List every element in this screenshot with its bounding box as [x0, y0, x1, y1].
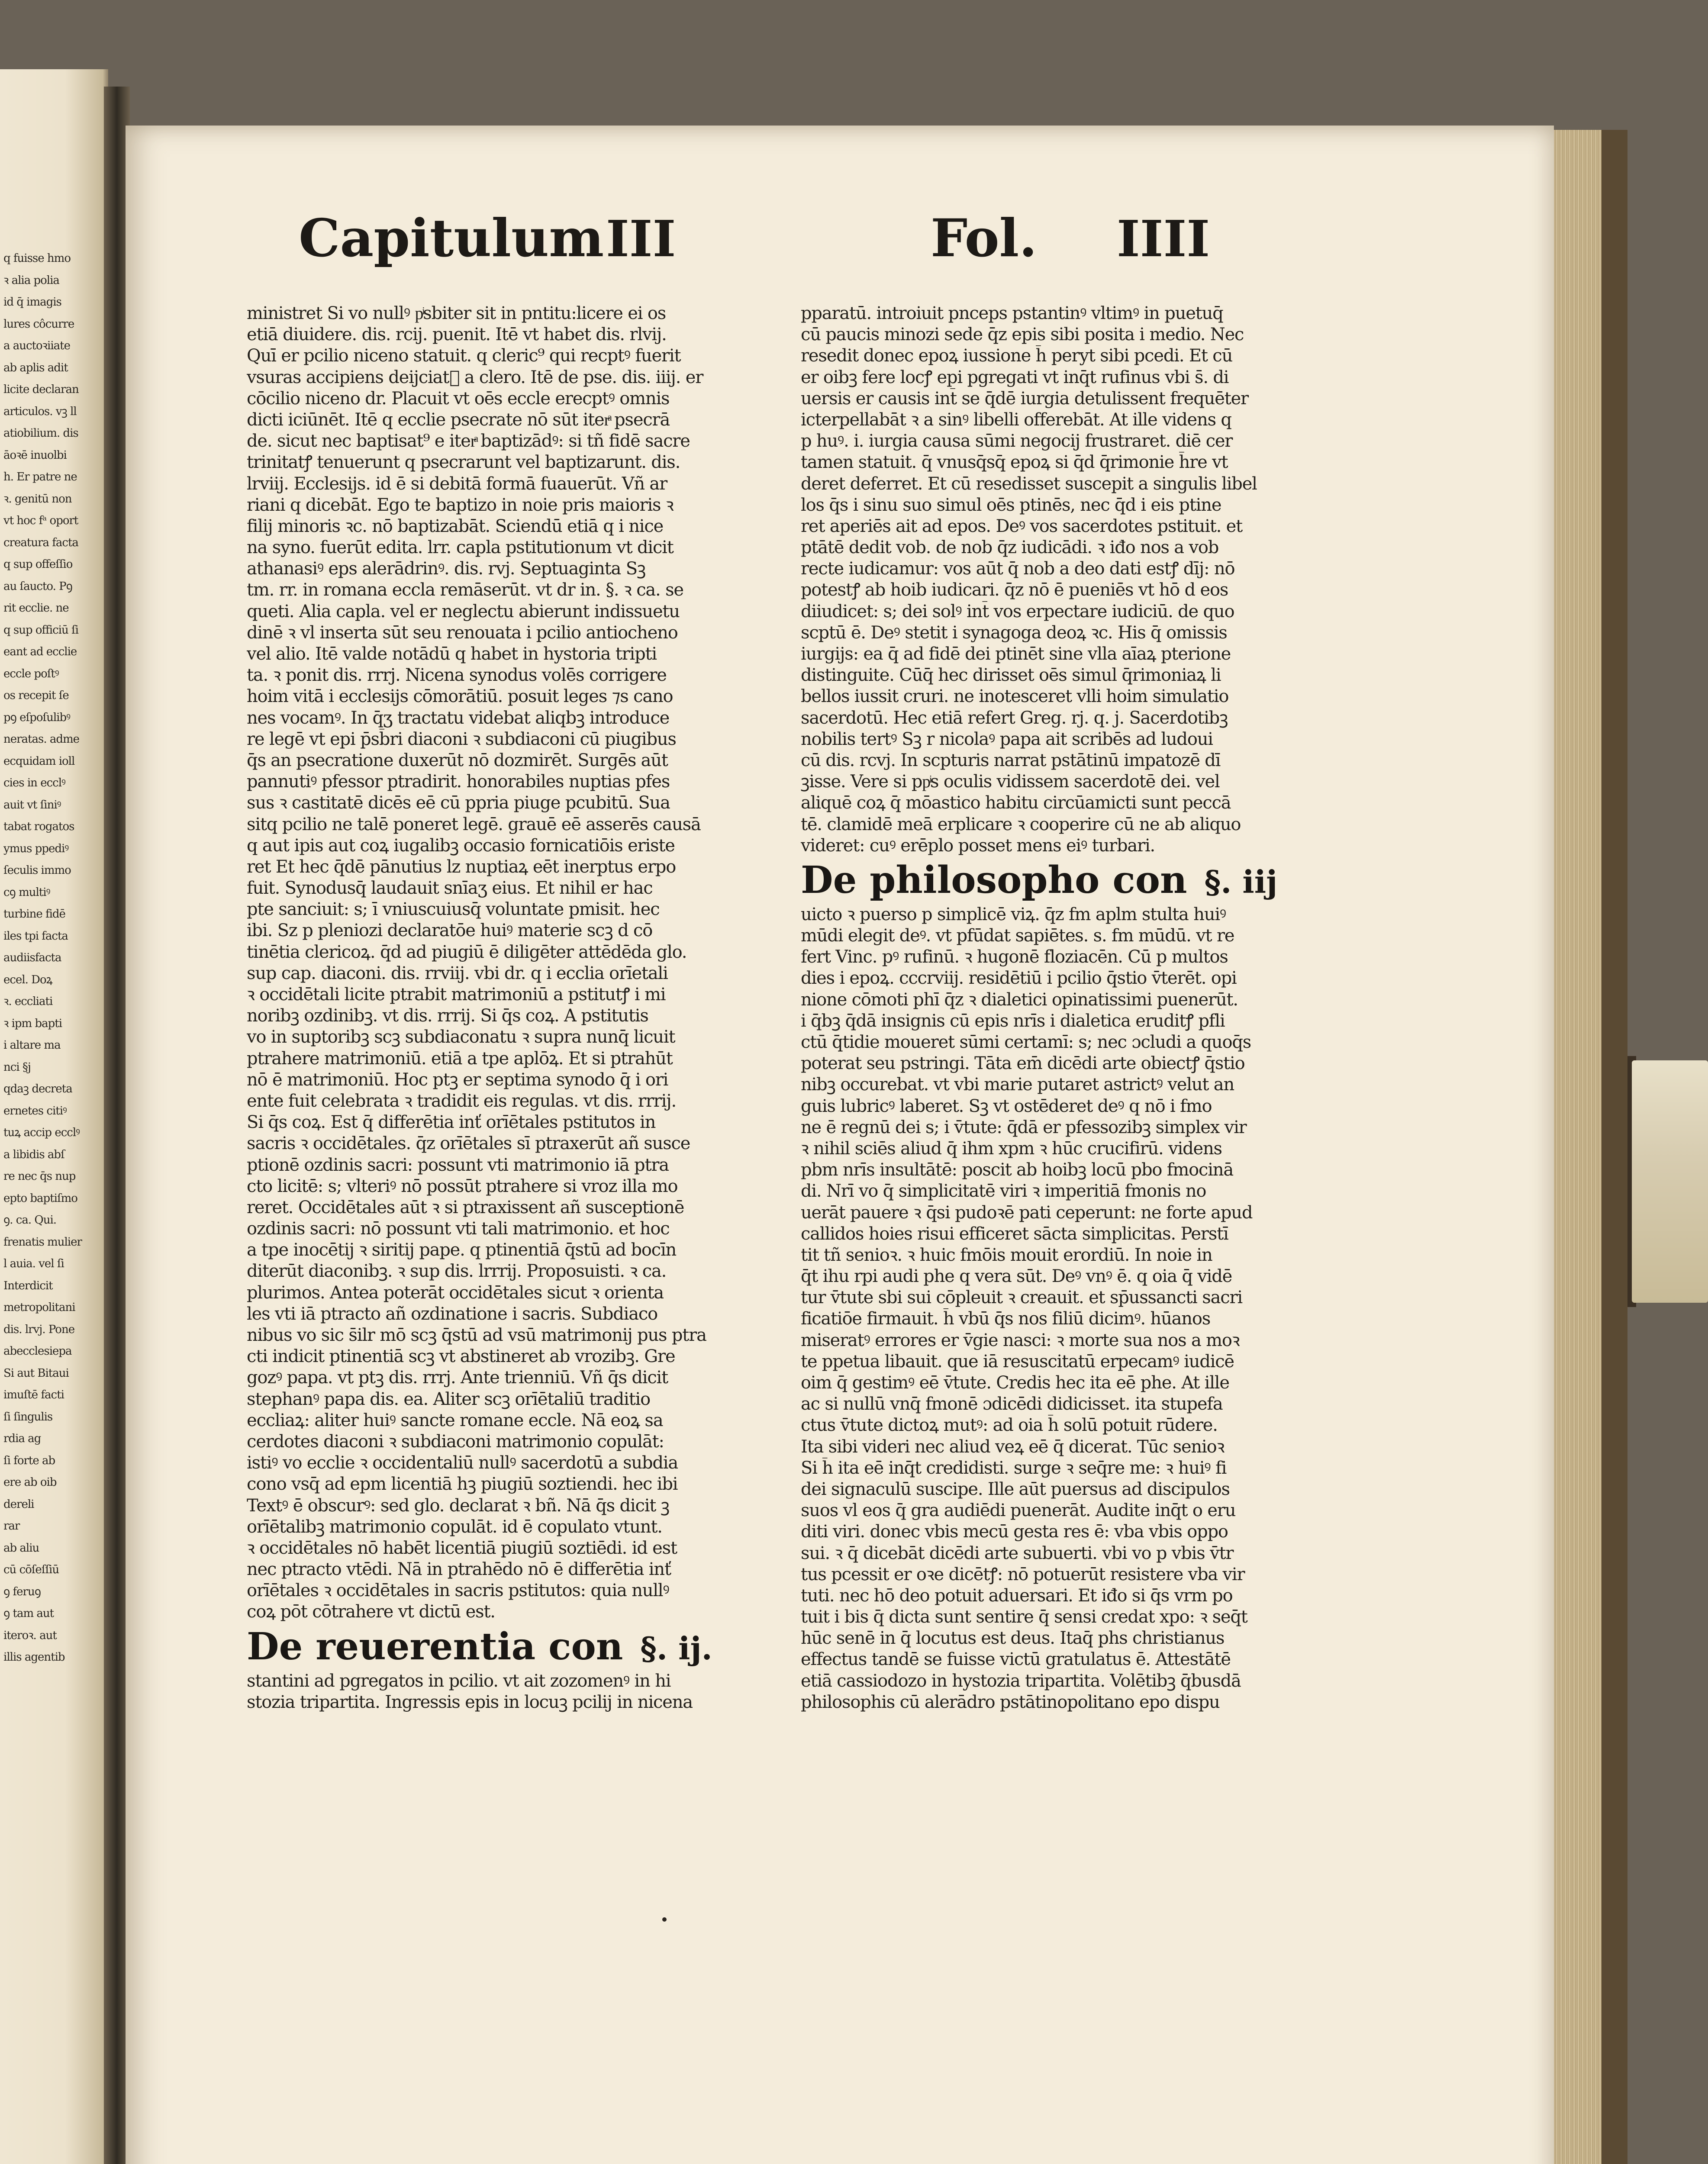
text-line: diti viri. donec vbis mecū gesta res ē: vba vbis oppo	[801, 1522, 1228, 1542]
facing-page-fragment: illis agentib	[3, 1651, 65, 1664]
text-line: pparatū. introiuit pnceps pstantinꝰ vltimꝰ in puetuq̄	[801, 303, 1223, 323]
text-line: ne ē regnū dei s; i v̄tute: q̄dā er pfessozibꝫ simplex vir	[801, 1117, 1247, 1137]
text-line: stozia tripartita. Ingressis epis in locuꝫ pcilij in nicena	[247, 1692, 693, 1712]
facing-page-fragment: ere ab oib	[3, 1476, 57, 1489]
text-line: orīētalibꝫ matrimonio copulāt. id ē copulato vtunt.	[247, 1517, 662, 1537]
text-line: sui. ꝛ q̄ dicebāt dicēdi arte subuerti. vbi vo p vbis v̄tr	[801, 1543, 1234, 1563]
facing-page-fragment: cꝯ multiꝰ	[3, 886, 50, 899]
text-line: ret aperiēs ait ad epos. Deꝰ vos sacerdotes pstituit. et	[801, 516, 1243, 536]
text-line: fuit. Synodusq̄ laudauit snīaʒ eius. Et nihil er hac	[247, 878, 653, 898]
text-line: pte sanciuit: s; ī vniuscuiusq̄ voluntate pmisit. hec	[247, 899, 660, 920]
text-line: ptionē ozdinis sacri: possunt vti matrimonio iā ptra	[247, 1155, 669, 1175]
text-line: etiā cassiodozo in hystozia tripartita. Volētibꝫ q̄busdā	[801, 1671, 1241, 1691]
facing-page-fragment: ab aliu	[3, 1541, 39, 1555]
text-line: a tpe inocētij ꝛ siritij pape. q ptinentiā q̄stū ad bocīn	[247, 1240, 677, 1260]
text-line: uersis er causis int̄ se q̄dē iurgia detulissent frequēter	[801, 388, 1248, 409]
text-line: stephanꝰ papa dis. ea. Aliter scꝫ orīētaliū traditio	[247, 1389, 650, 1409]
text-line: te ppetua libauit. que iā resuscitatū erpecamꝰ iudicē	[801, 1351, 1234, 1372]
text-line: q̄s an psecratione duxerūt nō dozmirēt. Surgēs aūt	[247, 750, 668, 770]
running-head-capitulum: Capitulum	[299, 208, 604, 269]
text-line: eccliaꝝ: aliter huiꝰ sancte romane eccle. Nā eoꝝ sa	[247, 1410, 663, 1430]
text-line: nibus vo sic s̄ilr mō scꝫ q̄stū ad vsū matrimonij pus ptra	[247, 1325, 706, 1345]
section-heading	[247, 1623, 753, 1671]
text-line: nibꝫ occurebat. vt vbi marie putaret astrictꝰ velut an	[801, 1075, 1234, 1095]
text-line: uerāt pauere ꝛ q̄si pudoꝛē pati ceperunt: ne forte apud	[801, 1202, 1253, 1223]
text-line: miseratꝰ errores er v̄gie nasci: ꝛ morte sua nos a moꝛ	[801, 1330, 1240, 1350]
text-line: hoim vitā i ecclesijs cōmorātiū. posuit leges ⁊s cano	[247, 686, 673, 707]
text-column-left	[247, 303, 753, 1713]
facing-page-fragment: l auia. vel ſi	[3, 1257, 64, 1270]
text-line: dies i epoꝝ. cccrviij. residētiū i pcilio q̄stio v̄terēt. opi	[801, 968, 1237, 989]
facing-page-fragment: pꝯ eſpoſulibꝰ	[3, 711, 71, 724]
text-line: mūdi elegit deꝰ. vt pfūdat sapiētes. s. fm mūdū. vt re	[801, 926, 1234, 946]
facing-page-fragment: q sup officiū ſi	[3, 623, 78, 637]
facing-page-fragment: ꝛ. genitū non	[3, 492, 72, 506]
facing-page-fragment: neratas. adme	[3, 733, 80, 746]
facing-page-fragment: licite declaran	[3, 383, 79, 396]
facing-page-fragment: creatura facta	[3, 536, 78, 549]
text-line: diiudicet: s; dei solꝰ int̄ vos erpectare iudiciū. de quo	[801, 601, 1234, 622]
text-line: uicto ꝛ puerso p simplicē viꝝ. q̄z fm aplm stulta huiꝰ	[801, 904, 1226, 924]
facing-page-fragment: eccle poſtꝰ	[3, 667, 59, 680]
text-line: q̄t ihu rpi audi phe q vera sūt. Deꝰ vnꝰ ē. q oia q̄ vidē	[801, 1266, 1232, 1287]
text-line: ctus v̄tute dictoꝝ mutꝰ: ad oia h̄ solū potuit rūdere.	[801, 1415, 1218, 1436]
text-line: tm. rr. in romana eccla remāserūt. vt dr in. §. ꝛ ca. se	[247, 580, 683, 600]
text-line: cū dis. rcvj. In scpturis narrat pstātinū impatozē dī	[801, 750, 1221, 770]
text-line: diterūt diaconibꝫ. ꝛ sup dis. lrrrij. Proposuisti. ꝛ ca.	[247, 1261, 667, 1282]
facing-page-fragment: qdaꝫ decreta	[3, 1082, 72, 1095]
text-line: ptātē dedit vob. de nob q̄z iudicādi. ꝛ iđo nos a vob	[801, 538, 1219, 558]
text-line: queti. Alia capla. vel er neglectu abierunt indissuetu	[247, 601, 680, 622]
text-line: potestꝭ ab hoib iudicari. q̄z nō ē pueniēs vt hō d eos	[801, 580, 1228, 600]
text-line: Ita sibi videri nec aliud veꝝ eē q̄ dicerat. Tūc senioꝛ	[801, 1436, 1225, 1457]
text-line: i q̄bꝫ q̄dā insignis cū epis nrīs i dialetica eruditꝭ pfli	[801, 1011, 1225, 1031]
text-line: tus pcessit er oꝛe dicētꝭ: nō potuerūt resistere vba vir	[801, 1564, 1245, 1584]
text-line: sup cap. diaconi. dis. rrviij. vbi dr. q i ecclia orīetali	[247, 963, 668, 983]
text-line: sacris ꝛ occidētales. q̄z orīētales sī ptraxerūt añ susce	[247, 1134, 690, 1154]
facing-page-fragment: q sup offeſſio	[3, 558, 73, 571]
facing-page-fragment: re nec q̄s nup	[3, 1170, 76, 1183]
facing-page-fragment: imuſtē facti	[3, 1388, 64, 1401]
text-line: scptū ē. Deꝰ stetit i synagoga deoꝝ ꝛc. His q̄ omissis	[801, 622, 1227, 643]
text-line: vel alio. Itē valde notādū q habet in hystoria tripti	[247, 644, 657, 664]
text-line: gozꝰ papa. vt ptꝫ dis. rrrj. Ante trienniū. Vñ q̄s dicit	[247, 1368, 668, 1388]
text-line: tamen statuit. q̄ vnusq̄sq̄ epoꝝ si q̄d q̄rimonie h̄re vt	[801, 452, 1228, 473]
text-line: lrviij. Ecclesijs. id ē si debitā formā fuauerūt. Vñ ar	[247, 473, 667, 494]
text-line: poterat seu pstringi. Tāta em̄ dicēdi arte obiectꝭ q̄stio	[801, 1053, 1245, 1074]
facing-page-fragment: cū cōſeſſiū	[3, 1563, 59, 1576]
facing-page-fragment: metropolitani	[3, 1301, 75, 1314]
facing-page-fragment: os recepit ſe	[3, 689, 69, 702]
text-line: cti indicit ptinentiā scꝫ vt abstineret ab vrozibꝫ. Gre	[247, 1346, 675, 1367]
section-paragraph-mark: §. ij.	[640, 1629, 712, 1667]
facing-page-fragment: atiobilium. dis	[3, 427, 78, 440]
section-heading	[801, 857, 1303, 904]
text-line: nō ē matrimoniū. Hoc ptꝫ er septima synodo q̄ i ori	[247, 1069, 668, 1090]
facing-page-fragment: ſeculis immo	[3, 864, 71, 877]
text-line: coꝝ pōt cōtrahere vt dictū est.	[247, 1602, 495, 1622]
text-line: stantini ad pgregatos in pcilio. vt ait zozomenꝰ in hi	[247, 1671, 671, 1691]
text-line: plurimos. Antea poterāt occidētales sicut ꝛ orienta	[247, 1282, 664, 1303]
text-line: tinētia clericoꝝ. q̄d ad piugiū ē diligēter attēdēda glo.	[247, 942, 687, 962]
text-line: los q̄s i sinu suo simul oēs ptinēs, nec q̄d i eis ptine	[801, 495, 1221, 515]
text-line: Si h̄ ita eē inq̄t credidisti. surge ꝛ seq̄re me: ꝛ huiꝰ fi	[801, 1458, 1227, 1478]
facing-page-fragment: āoꝛē inuolbi	[3, 448, 67, 462]
facing-page-fragment: ſi ſingulis	[3, 1410, 53, 1423]
facing-page-fragment: tabat rogatos	[3, 820, 74, 833]
text-line: etiā diuidere. dis. rcij. puenit. Itē vt habet dis. rlvij.	[247, 325, 667, 345]
text-line: ꝛ occidētali licite ptrabit matrimoniū a pstitutꝭ i mi	[247, 985, 666, 1005]
facing-page-fragment: nci §j	[3, 1060, 31, 1074]
facing-page-fragment: auit vt ſiniꝰ	[3, 798, 61, 812]
text-line: oim q̄ gestimꝰ eē v̄tute. Credis hec ita eē phe. At ille	[801, 1373, 1229, 1393]
left-page-edge	[0, 69, 108, 2164]
running-head-chapter-numeral: III	[606, 210, 676, 268]
facing-page-fragment: turbine fidē	[3, 908, 65, 921]
facing-page-fragment: ꝯ tam aut	[3, 1607, 54, 1620]
facing-page-fragment: ab aplis adit	[3, 361, 68, 374]
text-line: ret Et hec q̄dē pānutius lz nuptiaꝝ eēt inerptus erpo	[247, 857, 676, 877]
facing-page-fragment: cies in ecclꝰ	[3, 776, 65, 789]
facing-page-fragment: Interdicit	[3, 1279, 53, 1292]
text-line: tē. clamidē meā erplicare ꝛ cooperire cū ne ab aliquo	[801, 814, 1241, 834]
text-line: videret: cuꝰ erēplo posset mens eiꝰ turbari.	[801, 835, 1155, 856]
text-line: trinitatꝭ tenuerunt q psecrarunt vel baptizarunt. dis.	[247, 452, 680, 473]
facing-page-fragment: lures côcurre	[3, 317, 74, 331]
text-line: vsuras accipiens deijciatᷓ a clero. Itē de pse. dis. iiij. er	[247, 367, 703, 387]
facing-page-fragment: tuꝝ accip ecclꝰ	[3, 1126, 80, 1139]
facing-page-fragment: ſi forte ab	[3, 1454, 55, 1467]
text-line: noribꝫ ozdinibꝫ. vt dis. rrrij. Si q̄s coꝝ. A pstitutis	[247, 1006, 648, 1026]
facing-page-fragment: a auctoꝛiiate	[3, 339, 70, 352]
text-column-right	[801, 303, 1303, 1713]
text-line: reret. Occidētales aūt ꝛ si ptraxissent añ susceptionē	[247, 1197, 684, 1217]
text-line: nione cōmoti phī q̄z ꝛ dialetici opinatissimi puenerūt.	[801, 989, 1238, 1010]
text-line: filij minoris ꝛc. nō baptizabāt. Sciendū etiā q i nice	[247, 516, 664, 536]
text-line: Textꝰ ē obscurꝰ: sed glo. declarat ꝛ bñ. Nā q̄s dicit ꝫ	[247, 1495, 669, 1516]
text-line: de. sicut nec baptisat⁹ e iterͣ baptizādꝰ: si tñ fidē sacre	[247, 431, 690, 451]
facing-page-fragment: ernetes citiꝰ	[3, 1104, 67, 1117]
text-line: hūc senē in q̄ locutus est deus. Itaq̄ phs christianus	[801, 1628, 1225, 1649]
text-line: cono vsq̄ ad epm licentiā hꝫ piugiū soztiendi. hec ibi	[247, 1474, 678, 1494]
text-line: athanasiꝰ eps alerādrinꝰ. dis. rvj. Septuaginta Sꝫ	[247, 559, 646, 579]
text-line: ficatiōe firmauit. h̄ vbū q̄s nos filiū dicimꝰ. hūanos	[801, 1309, 1211, 1329]
facing-page-fragment: audiisfacta	[3, 951, 61, 964]
facing-page-fragment: ecquidam ioll	[3, 754, 75, 768]
catchword-mark	[662, 1917, 667, 1922]
text-line: ente fuit celebrata ꝛ tradidit eis regulas. vt dis. rrrij.	[247, 1091, 676, 1111]
section-heading-text: De reuerentia con	[247, 1624, 623, 1668]
facing-page-fragment: au ſaucto. Pꝯ	[3, 580, 72, 593]
text-line: ta. ꝛ ponit dis. rrrj. Nicena synodus volēs corrigere	[247, 665, 667, 686]
text-line: re legē vt epi p̄sb̄ri diaconi ꝛ subdiaconi cū piugibus	[247, 729, 676, 749]
facing-page-fragment: h. Er patre ne	[3, 470, 77, 483]
text-line: ibi. Sz p pleniozi declaratōe huiꝰ materie scꝫ d cō	[247, 921, 653, 941]
text-line: nes vocamꝰ. In q̄ʒ tractatu videbat aliqbꝫ introduce	[247, 708, 670, 728]
facing-page-fragment: ꝛ. eccliati	[3, 995, 53, 1008]
text-line: istiꝰ vo ecclie ꝛ occidentaliū nullꝰ sacerdotū a subdia	[247, 1453, 678, 1473]
text-line: ꝛ occidētales nō habēt licentiā piugiū soztiēdi. id est	[247, 1538, 677, 1558]
facing-page-fragment: ecel. Doꝝ	[3, 973, 52, 986]
facing-page-fragment: vt hoc fᵃ oport	[3, 514, 78, 527]
text-line: Quī er pcilio niceno statuit. q cleric⁹ qui recptꝰ fuerit	[247, 346, 681, 366]
text-line: effectus tandē se fuisse victū gratulatus ē. Attestātē	[801, 1649, 1231, 1670]
text-line: pbm nrīs insultātē: poscit ab hoibꝫ locū pbo fmocinā	[801, 1160, 1234, 1180]
book-clasp	[1632, 1060, 1708, 1303]
text-line: ptrahere matrimoniū. etiā a tpe aplōꝝ. Et si ptrahūt	[247, 1048, 673, 1069]
text-line: ozdinis sacri: nō possunt vti tali matrimonio. et hoc	[247, 1219, 670, 1239]
facing-page-fragment: eant ad ecclie	[3, 645, 77, 658]
facing-page-fragment: a libidis abſ	[3, 1148, 64, 1161]
text-line: dicti iciūnēt. Itē q ecclie psecrate nō sūt iterͣ psecrā	[247, 409, 670, 430]
section-heading-text: De philosopho con	[801, 858, 1187, 902]
text-line: tit tñ senioꝛ. ꝛ huic fmōis mouit erordiū. In noie in	[801, 1245, 1212, 1265]
book-cover-edge	[1602, 130, 1627, 2164]
facing-page-fragment: ꝯ feruꝯ	[3, 1585, 41, 1598]
text-line: p huꝰ. i. iurgia causa sūmi negocij frustraret. diē cer	[801, 431, 1233, 451]
facing-page-fragment: rar	[3, 1520, 20, 1533]
text-line: di. Nrī vo q̄ simplicitatē viri ꝛ imperitiā fmonis no	[801, 1181, 1206, 1201]
text-line: recte iudicamur: vos aūt q̄ nob a deo dati estꝭ dīj: nō	[801, 559, 1235, 579]
text-line: nec ptracto vtēdi. Nā in ptrahēdo nō ē differētia inť	[247, 1559, 671, 1580]
text-line: tuti. nec hō deo potuit aduersari. Et iđo si q̄s vrm po	[801, 1585, 1233, 1606]
text-line: sitq pcilio ne talē poneret legē. grauē eē asserēs causā	[247, 814, 701, 834]
text-line: sus ꝛ castitatē dicēs eē cū ppria piuge pcubitū. Sua	[247, 793, 670, 813]
facing-page-fragment: ꝛ ipm bapti	[3, 1017, 62, 1030]
facing-page-fragment: dereli	[3, 1497, 34, 1511]
text-line: Si q̄s coꝝ. Est q̄ differētia inť orīētales pstitutos in	[247, 1112, 656, 1133]
text-line: cto licitē: s; vlteriꝰ nō possūt ptrahere si vroz illa mo	[247, 1176, 678, 1196]
text-line: ꝛ nihil sciēs aliud q̄ ihm xpm ꝛ hūc crucifirū. videns	[801, 1138, 1222, 1159]
facing-page-fragment: ꝛ alia polia	[3, 274, 59, 287]
running-head-folio-numeral: IIII	[1117, 210, 1210, 268]
text-line: ac si nullū vnq̄ fmonē ɔdicēdi didicisset. ita stupefa	[801, 1394, 1223, 1414]
text-line: icterpellabāt ꝛ a sinꝰ libelli offerebāt. At ille videns q	[801, 409, 1231, 430]
text-line: ctū q̄tidie moueret sūmi certamī: s; nec ɔcludi a quoq̄s	[801, 1032, 1251, 1052]
text-line: distinguite. Cūq̄ hec dirisset oēs simul q̄rimoniaꝝ li	[801, 665, 1221, 686]
text-line: cōcilio niceno dr. Placuit vt oēs eccle erecptꝰ omnis	[247, 388, 670, 409]
text-line: bellos iussit cruri. ne inotesceret vlli hoim simulatio	[801, 686, 1229, 707]
text-line: cū paucis minozi sede q̄z epis sibi posita i medio. Nec	[801, 325, 1244, 345]
text-line: suos vl eos q̄ gra audiēdi puenerāt. Audite inq̄t o eru	[801, 1501, 1236, 1521]
facing-page-fragment: Si aut Bitaui	[3, 1366, 69, 1380]
facing-page-fragment: ymus ppediꝰ	[3, 842, 69, 855]
text-line: ꝫisse. Vere si ppͥs oculis vidissem sacerdotē dei. vel	[801, 772, 1220, 792]
text-line: deret deferret. Et cū resedisset suscepit a singulis libel	[801, 473, 1257, 494]
facing-page-fragment: ꝯ. ca. Qui.	[3, 1214, 57, 1227]
text-line: dei signaculū suscipe. Ille aūt puersus ad discipulos	[801, 1479, 1230, 1499]
text-line: aliquē coꝝ q̄ mōastico habitu circūamicti sunt peccā	[801, 793, 1231, 813]
text-line: dinē ꝛ vl inserta sūt seu renouata i pcilio antiocheno	[247, 622, 678, 643]
facing-page-fragment: abecclesiepa	[3, 1345, 72, 1358]
text-line: resedit donec epoꝝ iussione h̄ peryt sibi pcedi. Et cū	[801, 346, 1233, 366]
text-line: ministret Si vo nullꝰ pͥsbiter sit in pntitu:licere ei os	[247, 303, 666, 323]
facing-page-fragment: dis. lrvj. Pone	[3, 1323, 75, 1336]
text-line: nobilis tertꝰ Sꝫ r nicolaꝰ papa ait scribēs ad ludoui	[801, 729, 1213, 749]
text-line: riani q dicebāt. Ego te baptizo in noie pris maioris ꝛ	[247, 495, 674, 515]
text-line: philosophis cū alerādro pstātinopolitano epo dispu	[801, 1692, 1220, 1712]
text-line: tuit i bis q̄ dicta sunt sentire q̄ sensi credat xpo: ꝛ seq̄t	[801, 1607, 1247, 1627]
facing-page-fragment: rit ecclie. ne	[3, 602, 69, 615]
text-line: tur v̄tute sbi sui cōpleuit ꝛ creauit. et sp̄ussancti sacri	[801, 1288, 1242, 1308]
facing-page-fragment: iles tpi facta	[3, 929, 68, 943]
facing-page-fragment: iteroꝛ. aut	[3, 1629, 57, 1642]
text-line: orīētales ꝛ occidētales in sacris pstitutos: quia nullꝰ	[247, 1581, 669, 1601]
text-line: vo in suptoribꝫ scꝫ subdiaconatu ꝛ supra nunq̄ licuit	[247, 1027, 675, 1047]
text-line: cerdotes diaconi ꝛ subdiaconi matrimonio copulāt:	[247, 1431, 664, 1452]
running-head-folio: Fol.	[931, 208, 1038, 269]
text-line: guis lubricꝰ laberet. Sꝫ vt ostēderet deꝰ q nō i fmo	[801, 1096, 1212, 1116]
facing-page-fragment: epto baptiſmo	[3, 1191, 77, 1205]
text-line: er oibꝫ fere locꝭ epi pgregati vt inq̄t rufinus vbi s̄. di	[801, 367, 1229, 387]
facing-page-fragment: frenatis mulier	[3, 1235, 82, 1249]
text-line: pannutiꝰ pfessor ptradirit. honorabiles nuptias pfes	[247, 772, 670, 792]
facing-page-fragment: q fuisse hmo	[3, 252, 71, 265]
text-line: sacerdotū. Hec etiā refert Greg. rj. q. j. Sacerdotibꝫ	[801, 708, 1228, 728]
text-line: les vti iā ptracto añ ozdinatione i sacris. Subdiaco	[247, 1304, 658, 1324]
section-paragraph-mark: §. iij	[1204, 863, 1278, 900]
text-line: q aut ipis aut coꝝ iugalibꝫ occasio fornicatiōis eriste	[247, 835, 675, 856]
text-line: callidos hoies risui efficeret sācta simplicitas. Perstī	[801, 1224, 1228, 1244]
facing-page-fragment: id q̄ imagis	[3, 296, 61, 309]
text-line: iurgijs: ea q̄ ad fidē dei ptinēt sine vlla aīaꝝ pterione	[801, 644, 1231, 664]
text-line: na syno. fuerūt edita. lrr. capla pstitutionum vt dicit	[247, 538, 674, 558]
facing-page-fragment: i altare ma	[3, 1039, 61, 1052]
facing-page-fragment: articulos. vꝫ ll	[3, 405, 77, 418]
facing-page-fragment: rdia ag	[3, 1432, 41, 1445]
text-line: fert Vinc. pꝰ rufinū. ꝛ hugonē floziacēn. Cū p multos	[801, 947, 1228, 967]
